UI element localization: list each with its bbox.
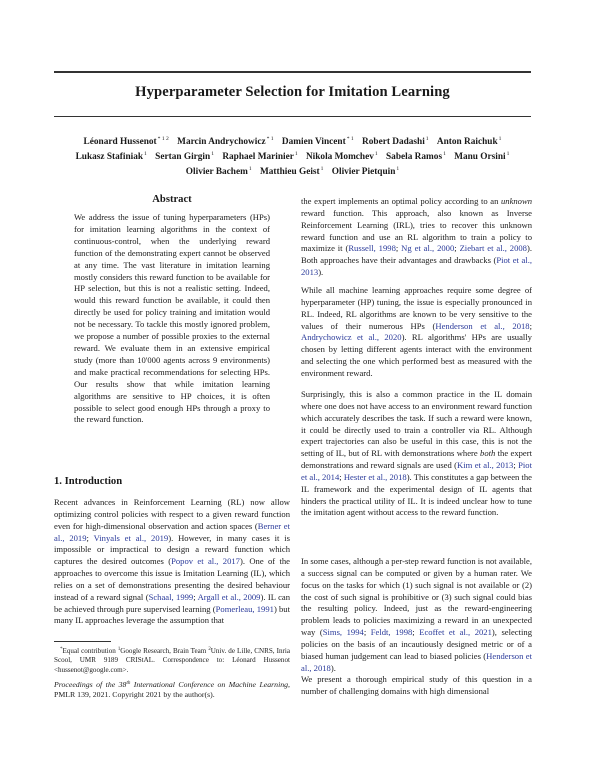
intro-paragraph-5: In some cases, although a per-step reward function is not available, a success signal can be computed or given by a human rater. We focus on the tasks for which (1) such signal is not available or (2) the cost of such signal is prohibitive or (3) such signal could bias the resulting policy. Indeed, just as the reward-engineering problem leads to policies maximizing a reward in an unexpected way (Sims, 1994; Feldt, 1998; Ecoffet et al., 2021), selecting policies on the basis of an incautiously designed metric or of a biased human judgement can lead to biased policies (Henderson et al., 2018).	[301, 556, 532, 673]
citation-link[interactable]: Henderson et al., 2018	[301, 650, 532, 673]
abstract-heading: Abstract	[152, 194, 192, 205]
citation-link[interactable]: Berner et al., 2019	[54, 520, 290, 543]
author: Matthieu Geist$^1$	[259, 166, 324, 177]
citation-link[interactable]: Ziebart et al., 2008	[459, 243, 527, 254]
citation-link[interactable]: Kim et al., 2013	[457, 460, 514, 471]
section-heading-introduction: 1. Introduction	[54, 476, 123, 487]
intro-paragraph-3: While all machine learning approaches require some degree of hyperparameter (HP) tuning, the issue is especially pronounced in RL. Indeed, RL algorithms are known to be very sensitive to the values of their numerous HPs (Henderson et al., 2018; Andrychowicz et al., 2020). RL algorithms' HPs are usually chosen by letting different agents interact with the environment and selecting the one which performed best as measured with the environment reward.	[301, 285, 532, 378]
affiliations-footnote: *Equal contribution $^1$Google Research, Brain Team $^2$Univ. de Lille, CNRS, Inria Scool, UMR 9189 CRIStAL. Correspondence to: Léonard Hussenot <hussenot@google.com>.	[54, 646, 290, 674]
author-line-3	[40, 163, 545, 178]
author-line-2	[40, 148, 545, 163]
footnote-rule	[54, 641, 111, 642]
author: Sabela Ramos$^1$	[386, 151, 446, 162]
author: Marcin Andrychowicz$^{* 1}$	[177, 136, 274, 147]
citation-link[interactable]: Andrychowicz et al., 2020	[301, 332, 402, 343]
citation-link[interactable]: Feldt, 1998	[370, 627, 413, 638]
citation-link[interactable]: Russell, 1998	[348, 243, 396, 254]
citation-link[interactable]: Hester et al., 2018	[343, 471, 407, 482]
author: Damien Vincent$^{* 1}$	[281, 136, 354, 147]
citation-link[interactable]: Ng et al., 2000	[401, 243, 455, 254]
citation-link[interactable]: Popov et al., 2017	[171, 556, 240, 567]
citation-link[interactable]: Pomerleau, 1991	[215, 603, 274, 614]
author: Anton Raichuk$^1$	[436, 136, 502, 147]
author: Nikola Momchev$^1$	[305, 151, 378, 162]
paper-title: Hyperparameter Selection for Imitation Learning	[135, 84, 450, 100]
citation-link[interactable]: Henderson et al., 2018	[435, 320, 530, 331]
proceedings-note: Proceedings of the 38th International Conference on Machine Learning, PMLR 139, 2021. Copyright 2021 by the author(s).	[54, 680, 290, 700]
citation-link[interactable]: Schaal, 1999	[148, 591, 194, 602]
author: Olivier Pietquin$^1$	[331, 166, 400, 177]
author: Lukasz Stafiniak$^1$	[75, 151, 147, 162]
author: Manu Orsini$^1$	[454, 151, 510, 162]
intro-paragraph-1: Recent advances in Reinforcement Learning (RL) now allow optimizing control policies with respect to a given reward function even for high-dimensional observation and action spaces (Berner et al., 2019; Vinyals et al., 2019). However, in many cases it is impossible or impractical to design a reward function which captures the desired outcomes (Popov et al., 2017). One of the approaches to overcome this issue is Imitation Learning (IL), which relies on a set of demonstrations presenting the desired behaviour instead of a reward signal (Schaal, 1999; Argall et al., 2009). IL can be achieved through pure supervised learning (Pomerleau, 1991) but many IL approaches leverage the assumption that	[54, 497, 291, 626]
intro-paragraph-6: We present a thorough empirical study of this question in a number of challenging domains with high dimensional	[301, 674, 532, 696]
abstract-text: We address the issue of tuning hyperparameters (HPs) for imitation learning algorithms in the context of continuous-control, when the underlying reward function of the demonstrating expert cannot be observed at any time. The vast literature in imitation learning mostly considers this reward function to be available for HP selection, but this is not a realistic setting. Indeed, would this reward function be available, it could then directly be used for policy training and imitation would not be necessary. To tackle this mostly ignored problem, we propose a number of possible proxies to the external reward. We evaluate them in an extensive empirical study (more than 10'000 agents across 9 environments) and make practical recommendations for selecting HPs. Our results show that while imitation learning algorithms are sensitive to HP choices, it is often possible to select good enough HPs through a proxy to the reward function.	[74, 212, 270, 425]
author-list	[40, 133, 545, 178]
intro-paragraph-2: the expert implements an optimal policy according to an unknown reward function. This approach, also known as Inverse Reinforcement Learning (IRL), tries to recover this unknown reward function and use an RL algorithm to train a policy to maximize it (Russell, 1998; Ng et al., 2000; Ziebart et al., 2008). Both approaches have their advantages and drawbacks (Piot et al., 2013).	[301, 196, 532, 278]
citation-link[interactable]: Vinyals et al., 2019	[93, 532, 169, 543]
intro-paragraph-4: Surprisingly, this is also a common practice in the IL domain where one does not have access to an environment reward function which accurately describes the task. If such a reward were known, it could be directly used to train a controller via RL. Although expert trajectories can also be useful in this case, this is not the setting of IL, but of RL with demonstrations where both the expert demonstrations and reward signals are used (Kim et al., 2013; Piot et al., 2014; Hester et al., 2018). This constitutes a gap between the IL framework and the experimental design of IL agents that hinders the practical utility of IL. It is indeed unclear how to tune the imitation agent without access to the reward function.	[301, 389, 533, 518]
citation-link[interactable]: Piot et al., 2014	[301, 460, 532, 482]
title-rule-bottom	[54, 116, 531, 117]
citation-link[interactable]: Sims, 1994	[322, 627, 364, 638]
author: Olivier Bachem$^1$	[185, 166, 252, 177]
citation-link[interactable]: Ecoffet et al., 2021	[419, 627, 492, 638]
citation-link[interactable]: Argall et al., 2009	[197, 591, 261, 602]
author: Robert Dadashi$^1$	[362, 136, 429, 147]
author: Raphael Marinier$^1$	[222, 151, 298, 162]
citation-link[interactable]: Piot et al., 2013	[301, 255, 532, 278]
title-rule-top	[54, 71, 531, 73]
author-line-1	[40, 133, 545, 148]
author: Sertan Girgin$^1$	[155, 151, 214, 162]
author: Léonard Hussenot$^{* 1 2}$	[83, 136, 169, 147]
